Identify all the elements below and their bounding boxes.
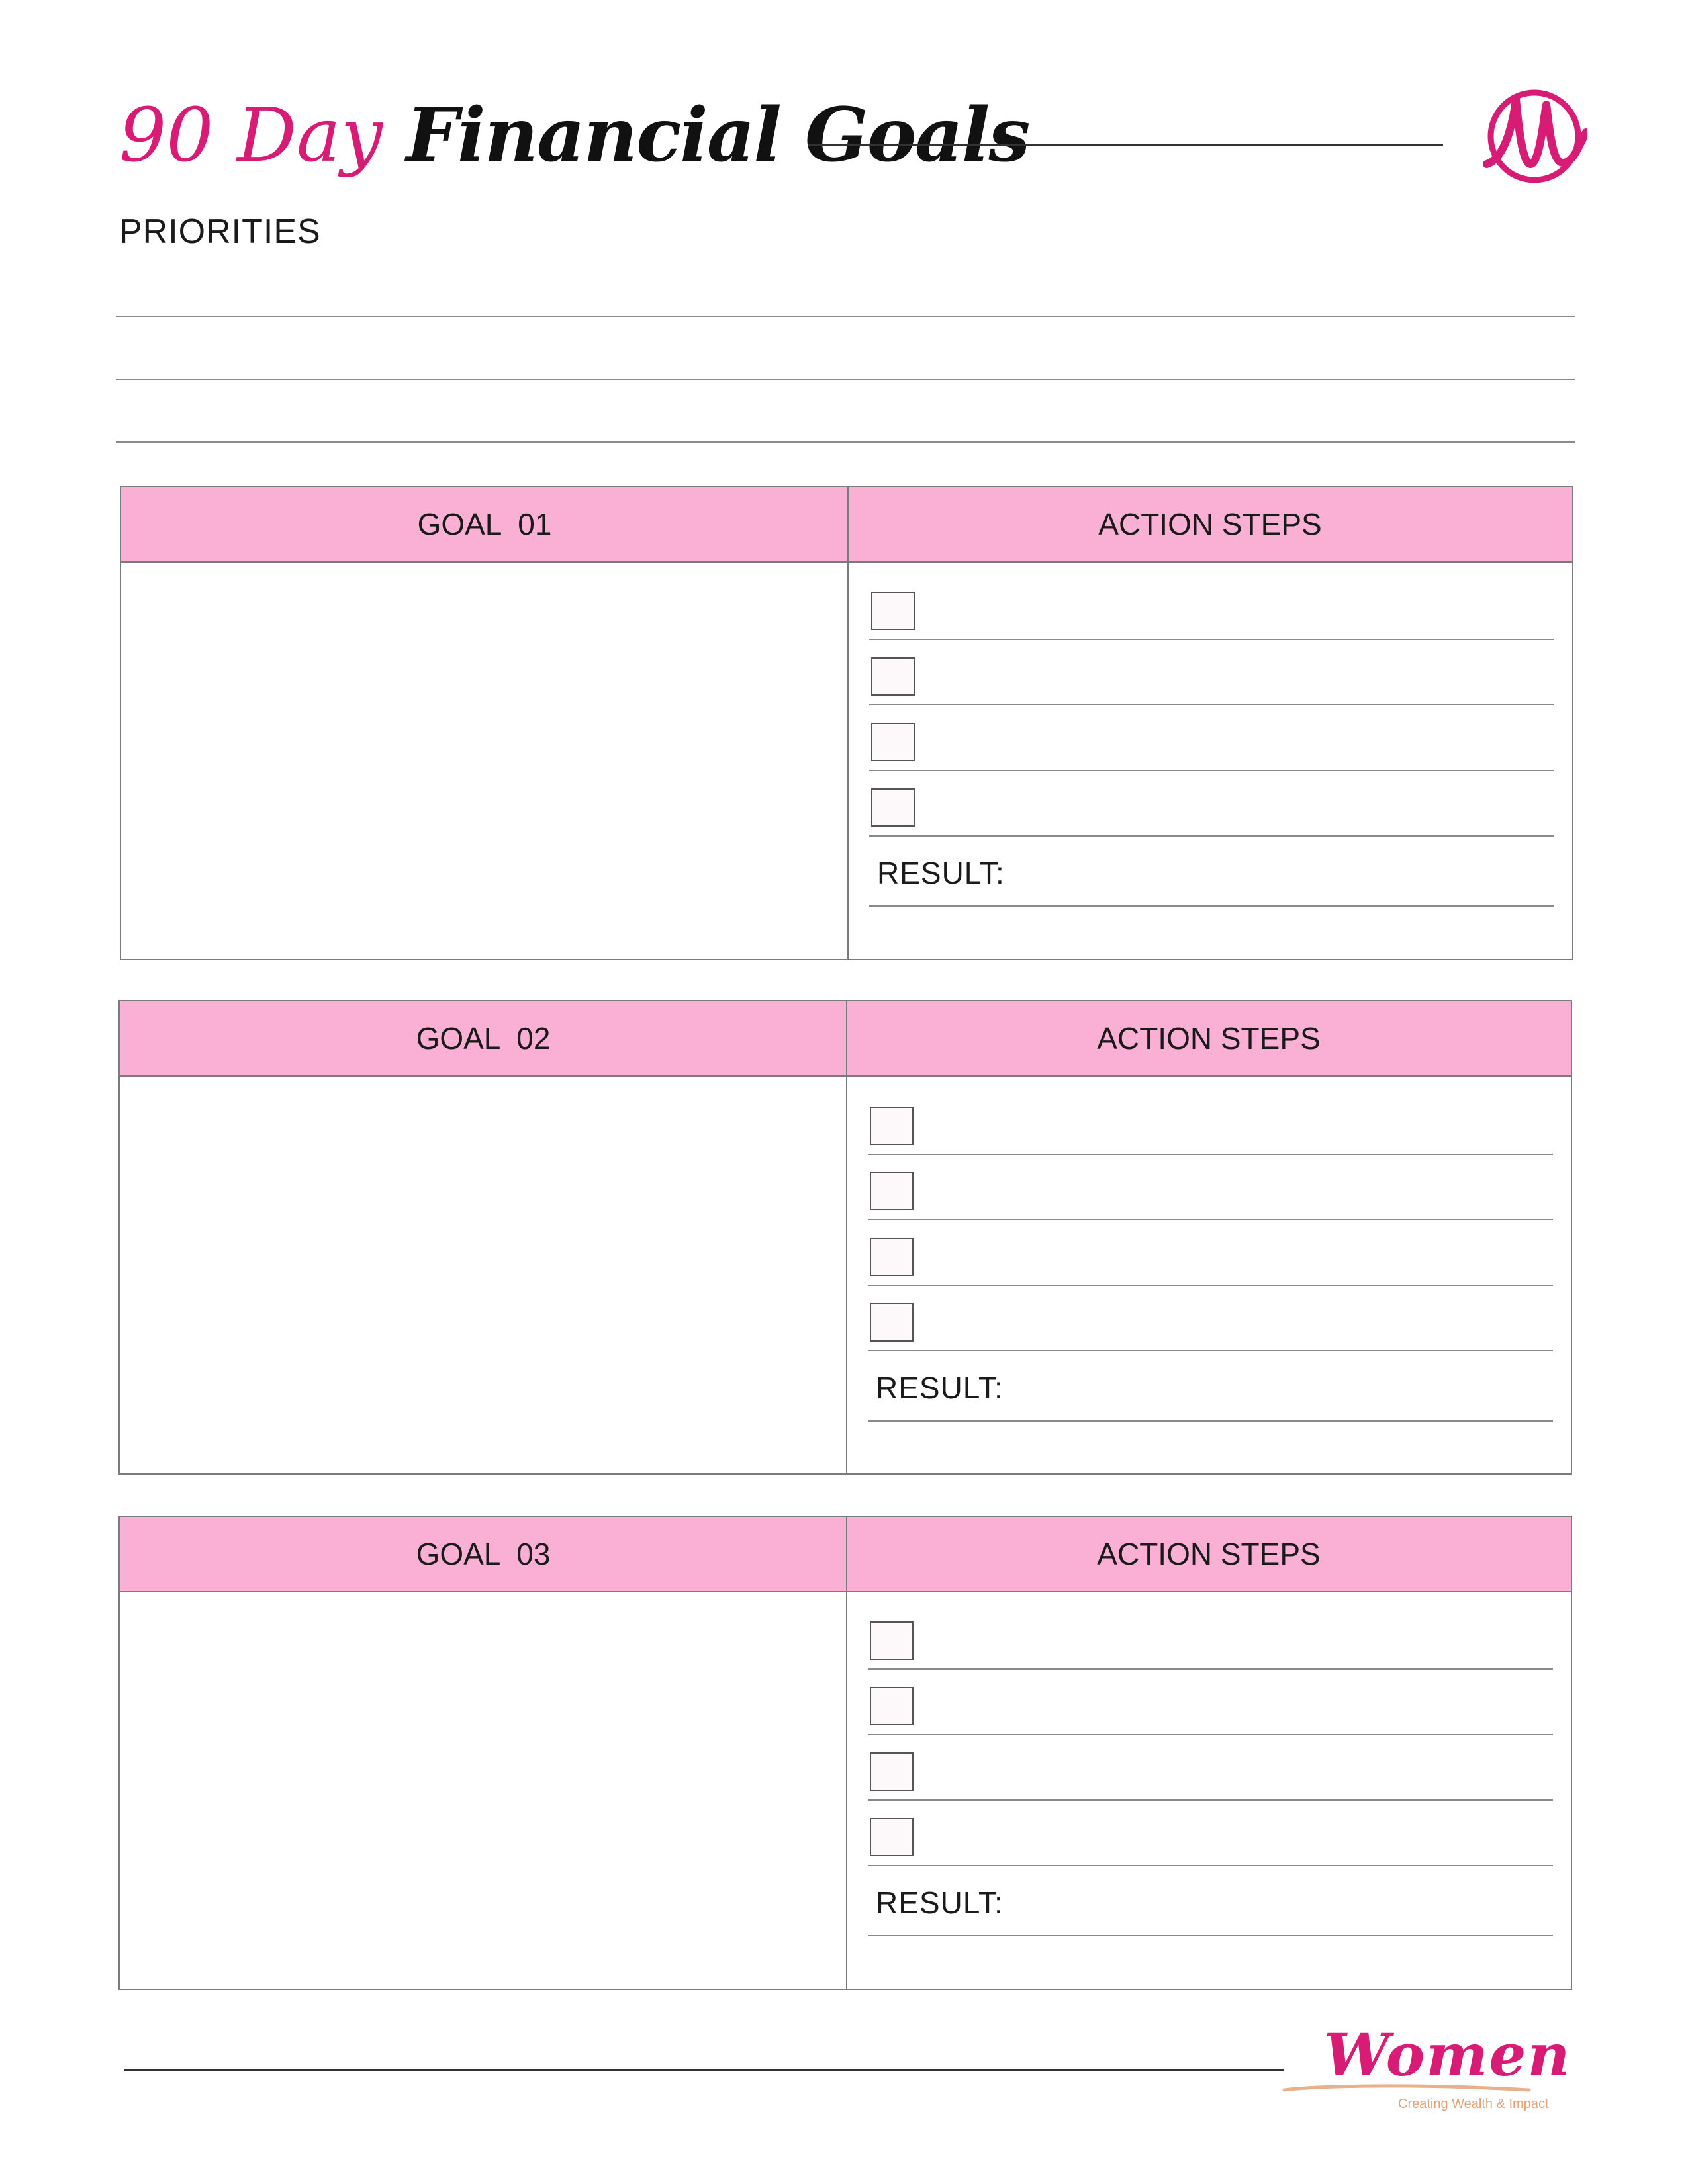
footer-rule — [124, 2069, 1284, 2071]
action-step-row[interactable] — [868, 1735, 1553, 1801]
checkbox-icon[interactable] — [871, 592, 915, 630]
action-steps-title: ACTION STEPS — [1098, 507, 1322, 541]
checkbox-icon[interactable] — [871, 788, 915, 827]
priority-line[interactable] — [116, 379, 1575, 380]
action-step-row[interactable] — [868, 1801, 1553, 1866]
goal-header — [120, 1517, 1571, 1592]
checkbox-icon[interactable] — [870, 1621, 914, 1660]
goal-title: GOAL 01 — [417, 507, 552, 541]
action-step-row[interactable] — [868, 1670, 1553, 1735]
column-divider — [846, 1517, 847, 1989]
action-step-row[interactable] — [869, 640, 1554, 705]
result-field[interactable] — [868, 1877, 1553, 1936]
footer-brand-logo: Women — [1324, 2021, 1571, 2089]
title-accent: 90 Day — [119, 93, 383, 179]
result-label: RESULT: — [877, 856, 1005, 890]
footer-tagline: Creating Wealth & Impact — [1398, 2097, 1549, 2111]
result-field[interactable] — [869, 847, 1554, 907]
action-step-row[interactable] — [869, 574, 1554, 640]
brand-monogram-w-circle-icon — [1475, 85, 1587, 191]
title-main: Financial Goals — [406, 92, 1029, 179]
goal-title: GOAL 03 — [416, 1537, 551, 1571]
goal-header — [120, 1001, 1571, 1077]
result-field[interactable] — [868, 1362, 1553, 1422]
goal-header — [121, 487, 1572, 563]
checkbox-icon[interactable] — [870, 1172, 914, 1210]
goal-section — [118, 1516, 1572, 1990]
goal-section — [120, 486, 1573, 960]
goal-title: GOAL 02 — [416, 1021, 551, 1056]
checkbox-icon[interactable] — [870, 1818, 914, 1856]
checkbox-icon[interactable] — [870, 1752, 914, 1791]
action-step-row[interactable] — [868, 1089, 1553, 1155]
checkbox-icon[interactable] — [871, 657, 915, 696]
action-steps-title: ACTION STEPS — [1097, 1021, 1321, 1056]
checkbox-icon[interactable] — [870, 1238, 914, 1276]
goal-section — [118, 1000, 1572, 1475]
priority-line[interactable] — [116, 316, 1575, 317]
action-steps-title: ACTION STEPS — [1097, 1537, 1321, 1571]
checkbox-icon[interactable] — [870, 1303, 914, 1342]
result-label: RESULT: — [876, 1371, 1004, 1405]
action-step-row[interactable] — [868, 1286, 1553, 1351]
result-label: RESULT: — [876, 1886, 1004, 1920]
action-step-row[interactable] — [868, 1155, 1553, 1220]
page-title — [119, 79, 1029, 192]
action-step-row[interactable] — [869, 771, 1554, 837]
checkbox-icon[interactable] — [871, 723, 915, 761]
action-step-row[interactable] — [869, 705, 1554, 771]
column-divider — [846, 1001, 847, 1473]
action-step-row[interactable] — [868, 1604, 1553, 1670]
priorities-label: PRIORITIES — [119, 212, 321, 251]
action-step-row[interactable] — [868, 1220, 1553, 1286]
checkbox-icon[interactable] — [870, 1687, 914, 1725]
title-rule — [808, 144, 1443, 146]
column-divider — [847, 487, 849, 959]
checkbox-icon[interactable] — [870, 1107, 914, 1145]
priority-line[interactable] — [116, 441, 1575, 443]
